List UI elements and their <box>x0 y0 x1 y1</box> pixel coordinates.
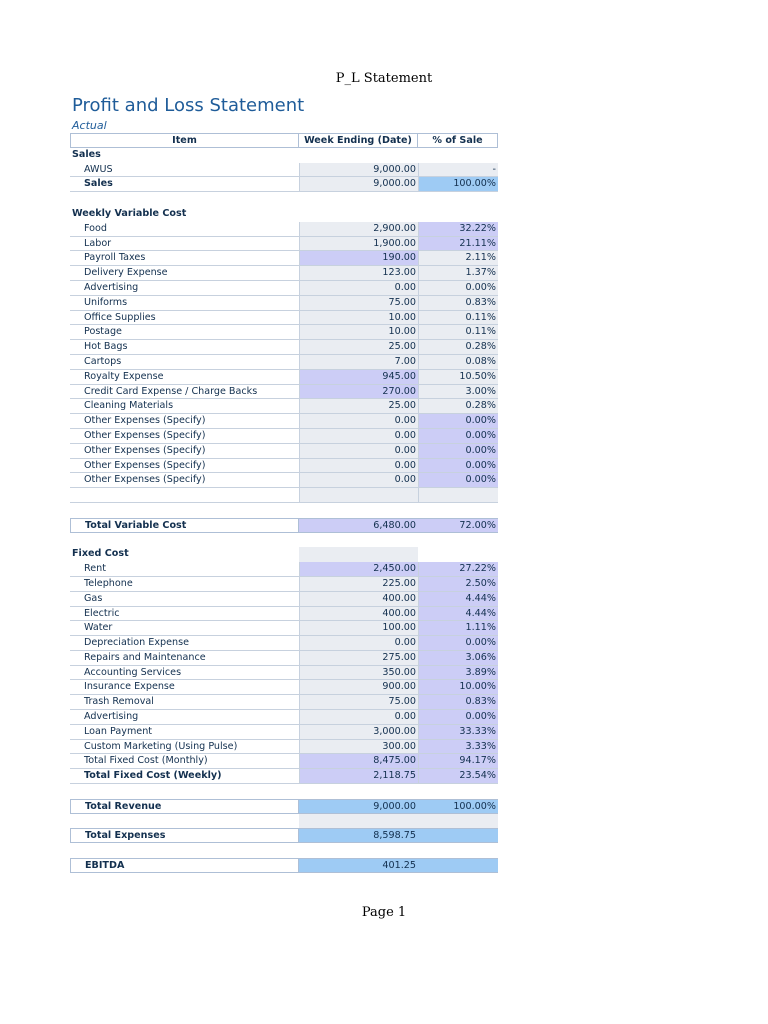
table-row <box>70 592 498 607</box>
pct-of-sale-cell[interactable]: 27.22% <box>418 562 498 577</box>
week-value-cell[interactable]: 10.00 <box>299 311 418 326</box>
item-label[interactable] <box>70 488 299 503</box>
total-row <box>70 828 498 843</box>
pct-of-sale-cell[interactable]: 0.00% <box>418 281 498 296</box>
week-value-cell[interactable]: 25.00 <box>299 399 418 414</box>
table-row <box>70 725 498 740</box>
week-value-cell[interactable]: 10.00 <box>299 325 418 340</box>
pct-of-sale-cell[interactable]: 3.89% <box>418 666 498 681</box>
week-value-cell[interactable]: 123.00 <box>299 266 418 281</box>
pct-of-sale-cell[interactable]: 2.50% <box>418 577 498 592</box>
table-row <box>70 325 498 340</box>
pct-of-sale-cell[interactable]: 0.28% <box>418 399 498 414</box>
pct-of-sale-cell[interactable]: 33.33% <box>418 725 498 740</box>
spacer-row <box>70 784 498 799</box>
table-row <box>70 577 498 592</box>
table-row <box>70 296 498 311</box>
table-row <box>70 399 498 414</box>
pct-of-sale-cell[interactable]: 23.54% <box>418 769 498 784</box>
week-value-cell[interactable]: 0.00 <box>299 710 418 725</box>
item-label[interactable]: Advertising <box>70 281 299 296</box>
report-subtitle: Actual <box>72 119 107 132</box>
week-value-cell[interactable]: 0.00 <box>299 414 418 429</box>
table-row <box>70 311 498 326</box>
pct-of-sale-cell[interactable]: 0.83% <box>418 296 498 311</box>
pct-of-sale-cell[interactable]: 0.00% <box>418 459 498 474</box>
item-label[interactable]: Other Expenses (Specify) <box>70 459 299 474</box>
table-row <box>70 607 498 622</box>
week-value-cell[interactable]: 9,000.00 <box>299 177 418 192</box>
item-label[interactable]: Cleaning Materials <box>70 399 299 414</box>
pct-of-sale-cell[interactable]: 0.11% <box>418 325 498 340</box>
week-value-cell[interactable]: 0.00 <box>299 444 418 459</box>
spacer-row <box>70 814 498 829</box>
item-label[interactable]: Total Expenses <box>70 828 299 843</box>
item-label[interactable]: AWUS <box>70 163 299 178</box>
section-header-row <box>70 207 498 222</box>
week-value-cell[interactable]: 75.00 <box>299 695 418 710</box>
week-value-cell[interactable]: 100.00 <box>299 621 418 636</box>
table-row <box>70 177 498 192</box>
section-value-cell <box>299 207 418 222</box>
item-label[interactable]: Total Variable Cost <box>70 518 299 533</box>
item-label[interactable]: Other Expenses (Specify) <box>70 473 299 488</box>
week-value-cell[interactable]: 8,475.00 <box>299 754 418 769</box>
pct-of-sale-cell[interactable]: 0.00% <box>418 414 498 429</box>
pct-of-sale-cell[interactable]: 100.00% <box>418 177 498 192</box>
spacer-value-cell <box>299 814 418 829</box>
week-value-cell[interactable]: 225.00 <box>299 577 418 592</box>
item-label[interactable]: Repairs and Maintenance <box>70 651 299 666</box>
pl-table <box>70 133 498 873</box>
table-row <box>70 740 498 755</box>
week-value-cell[interactable]: 0.00 <box>299 473 418 488</box>
column-header-pct[interactable]: % of Sale <box>418 133 498 148</box>
table-row <box>70 163 498 178</box>
spacer-row <box>70 533 498 548</box>
pct-of-sale-cell[interactable]: 3.06% <box>418 651 498 666</box>
table-row <box>70 266 498 281</box>
pct-of-sale-cell[interactable]: 4.44% <box>418 592 498 607</box>
week-value-cell[interactable]: 275.00 <box>299 651 418 666</box>
item-label[interactable]: Credit Card Expense / Charge Backs <box>70 385 299 400</box>
table-row <box>70 680 498 695</box>
table-row <box>70 355 498 370</box>
table-row <box>70 710 498 725</box>
item-label[interactable]: Loan Payment <box>70 725 299 740</box>
table-row <box>70 237 498 252</box>
pct-of-sale-cell[interactable]: 100.00% <box>418 799 498 814</box>
table-row <box>70 370 498 385</box>
pct-of-sale-cell[interactable]: 94.17% <box>418 754 498 769</box>
item-label[interactable]: Custom Marketing (Using Pulse) <box>70 740 299 755</box>
column-header-item[interactable]: Item <box>70 133 299 148</box>
week-value-cell[interactable]: 900.00 <box>299 680 418 695</box>
page-footer: Page 1 <box>361 905 407 920</box>
pct-of-sale-cell[interactable]: 0.00% <box>418 444 498 459</box>
week-value-cell[interactable]: 350.00 <box>299 666 418 681</box>
pct-of-sale-cell[interactable] <box>418 488 498 503</box>
week-value-cell[interactable]: 8,598.75 <box>299 828 418 843</box>
pct-of-sale-cell[interactable]: 10.00% <box>418 680 498 695</box>
section-value-cell <box>299 148 418 163</box>
spacer-row <box>70 843 498 858</box>
item-label[interactable]: Postage <box>70 325 299 340</box>
table-row <box>70 444 498 459</box>
pct-of-sale-cell[interactable]: 1.11% <box>418 621 498 636</box>
item-label[interactable]: Labor <box>70 237 299 252</box>
item-label[interactable]: Depreciation Expense <box>70 636 299 651</box>
total-row <box>70 518 498 533</box>
week-value-cell[interactable]: 1,900.00 <box>299 237 418 252</box>
week-value-cell[interactable]: 75.00 <box>299 296 418 311</box>
item-label[interactable]: Food <box>70 222 299 237</box>
table-row <box>70 769 498 784</box>
section-label: Weekly Variable Cost <box>72 207 187 219</box>
page-header-title: P_L Statement <box>335 71 433 86</box>
week-value-cell[interactable] <box>299 488 418 503</box>
table-row <box>70 651 498 666</box>
week-value-cell[interactable]: 190.00 <box>299 251 418 266</box>
section-label: Sales <box>72 148 101 160</box>
table-row <box>70 695 498 710</box>
pct-of-sale-cell[interactable]: 0.11% <box>418 311 498 326</box>
item-label[interactable]: Total Fixed Cost (Weekly) <box>70 769 299 784</box>
item-label[interactable]: Payroll Taxes <box>70 251 299 266</box>
pct-of-sale-cell[interactable]: 2.11% <box>418 251 498 266</box>
section-value-cell <box>299 547 418 562</box>
pct-of-sale-cell[interactable]: 0.28% <box>418 340 498 355</box>
table-body <box>70 148 498 873</box>
item-label[interactable]: Other Expenses (Specify) <box>70 414 299 429</box>
report-title: Profit and Loss Statement <box>72 95 305 116</box>
pct-of-sale-cell[interactable]: 0.00% <box>418 429 498 444</box>
item-label[interactable]: Total Revenue <box>70 799 299 814</box>
spacer-row <box>70 192 498 207</box>
week-value-cell[interactable]: 400.00 <box>299 607 418 622</box>
week-value-cell[interactable]: 25.00 <box>299 340 418 355</box>
item-label[interactable]: Advertising <box>70 710 299 725</box>
pct-of-sale-cell[interactable]: 32.22% <box>418 222 498 237</box>
pct-of-sale-cell[interactable]: 3.33% <box>418 740 498 755</box>
section-header-row <box>70 148 498 163</box>
spacer-row <box>70 503 498 518</box>
pct-of-sale-cell[interactable]: 0.83% <box>418 695 498 710</box>
table-row <box>70 562 498 577</box>
week-value-cell[interactable]: 0.00 <box>299 636 418 651</box>
item-label[interactable]: Other Expenses (Specify) <box>70 444 299 459</box>
pct-of-sale-cell[interactable]: - <box>418 163 498 178</box>
item-label[interactable]: Rent <box>70 562 299 577</box>
pct-of-sale-cell[interactable]: 0.00% <box>418 710 498 725</box>
table-row <box>70 488 498 503</box>
week-value-cell[interactable]: 2,900.00 <box>299 222 418 237</box>
item-label[interactable]: Water <box>70 621 299 636</box>
week-value-cell[interactable]: 270.00 <box>299 385 418 400</box>
item-label[interactable]: Delivery Expense <box>70 266 299 281</box>
week-value-cell[interactable]: 300.00 <box>299 740 418 755</box>
section-header-row <box>70 547 498 562</box>
week-value-cell[interactable]: 400.00 <box>299 592 418 607</box>
table-row <box>70 222 498 237</box>
table-row <box>70 251 498 266</box>
item-label[interactable]: Total Fixed Cost (Monthly) <box>70 754 299 769</box>
pct-of-sale-cell[interactable]: 0.00% <box>418 636 498 651</box>
table-row <box>70 754 498 769</box>
item-label[interactable]: Hot Bags <box>70 340 299 355</box>
table-row <box>70 340 498 355</box>
table-row <box>70 473 498 488</box>
table-row <box>70 666 498 681</box>
item-label[interactable]: Electric <box>70 607 299 622</box>
week-value-cell[interactable]: 0.00 <box>299 459 418 474</box>
table-row <box>70 636 498 651</box>
item-label[interactable]: Cartops <box>70 355 299 370</box>
week-value-cell[interactable]: 6,480.00 <box>299 518 418 533</box>
table-row <box>70 459 498 474</box>
item-label[interactable]: Accounting Services <box>70 666 299 681</box>
pct-of-sale-cell[interactable] <box>418 858 498 873</box>
pct-of-sale-cell[interactable]: 10.50% <box>418 370 498 385</box>
table-row <box>70 414 498 429</box>
item-label[interactable]: Telephone <box>70 577 299 592</box>
table-header-row <box>70 133 498 148</box>
total-row <box>70 799 498 814</box>
week-value-cell[interactable]: 0.00 <box>299 281 418 296</box>
pct-of-sale-cell[interactable]: 0.00% <box>418 473 498 488</box>
pct-of-sale-cell[interactable]: 72.00% <box>418 518 498 533</box>
item-label[interactable]: Uniforms <box>70 296 299 311</box>
week-value-cell[interactable]: 945.00 <box>299 370 418 385</box>
item-label[interactable]: Other Expenses (Specify) <box>70 429 299 444</box>
item-label[interactable]: Gas <box>70 592 299 607</box>
table-row <box>70 385 498 400</box>
total-row <box>70 858 498 873</box>
table-row <box>70 621 498 636</box>
item-label[interactable]: Sales <box>70 177 299 192</box>
week-value-cell[interactable]: 2,450.00 <box>299 562 418 577</box>
pct-of-sale-cell[interactable] <box>418 828 498 843</box>
item-label[interactable]: Insurance Expense <box>70 680 299 695</box>
pct-of-sale-cell[interactable]: 21.11% <box>418 237 498 252</box>
item-label[interactable]: EBITDA <box>70 858 299 873</box>
week-value-cell[interactable]: 0.00 <box>299 429 418 444</box>
pct-of-sale-cell[interactable]: 3.00% <box>418 385 498 400</box>
item-label[interactable]: Trash Removal <box>70 695 299 710</box>
section-label: Fixed Cost <box>72 548 129 560</box>
pct-of-sale-cell[interactable]: 4.44% <box>418 607 498 622</box>
column-header-week[interactable]: Week Ending (Date) <box>299 133 418 148</box>
table-row <box>70 281 498 296</box>
week-value-cell[interactable]: 9,000.00 <box>299 163 418 178</box>
item-label[interactable]: Office Supplies <box>70 311 299 326</box>
item-label[interactable]: Royalty Expense <box>70 370 299 385</box>
week-value-cell[interactable]: 2,118.75 <box>299 769 418 784</box>
pct-of-sale-cell[interactable]: 1.37% <box>418 266 498 281</box>
week-value-cell[interactable]: 7.00 <box>299 355 418 370</box>
table-row <box>70 429 498 444</box>
pct-of-sale-cell[interactable]: 0.08% <box>418 355 498 370</box>
week-value-cell[interactable]: 3,000.00 <box>299 725 418 740</box>
spacer-pct-cell <box>418 814 498 829</box>
week-value-cell[interactable]: 9,000.00 <box>299 799 418 814</box>
week-value-cell[interactable]: 401.25 <box>299 858 418 873</box>
